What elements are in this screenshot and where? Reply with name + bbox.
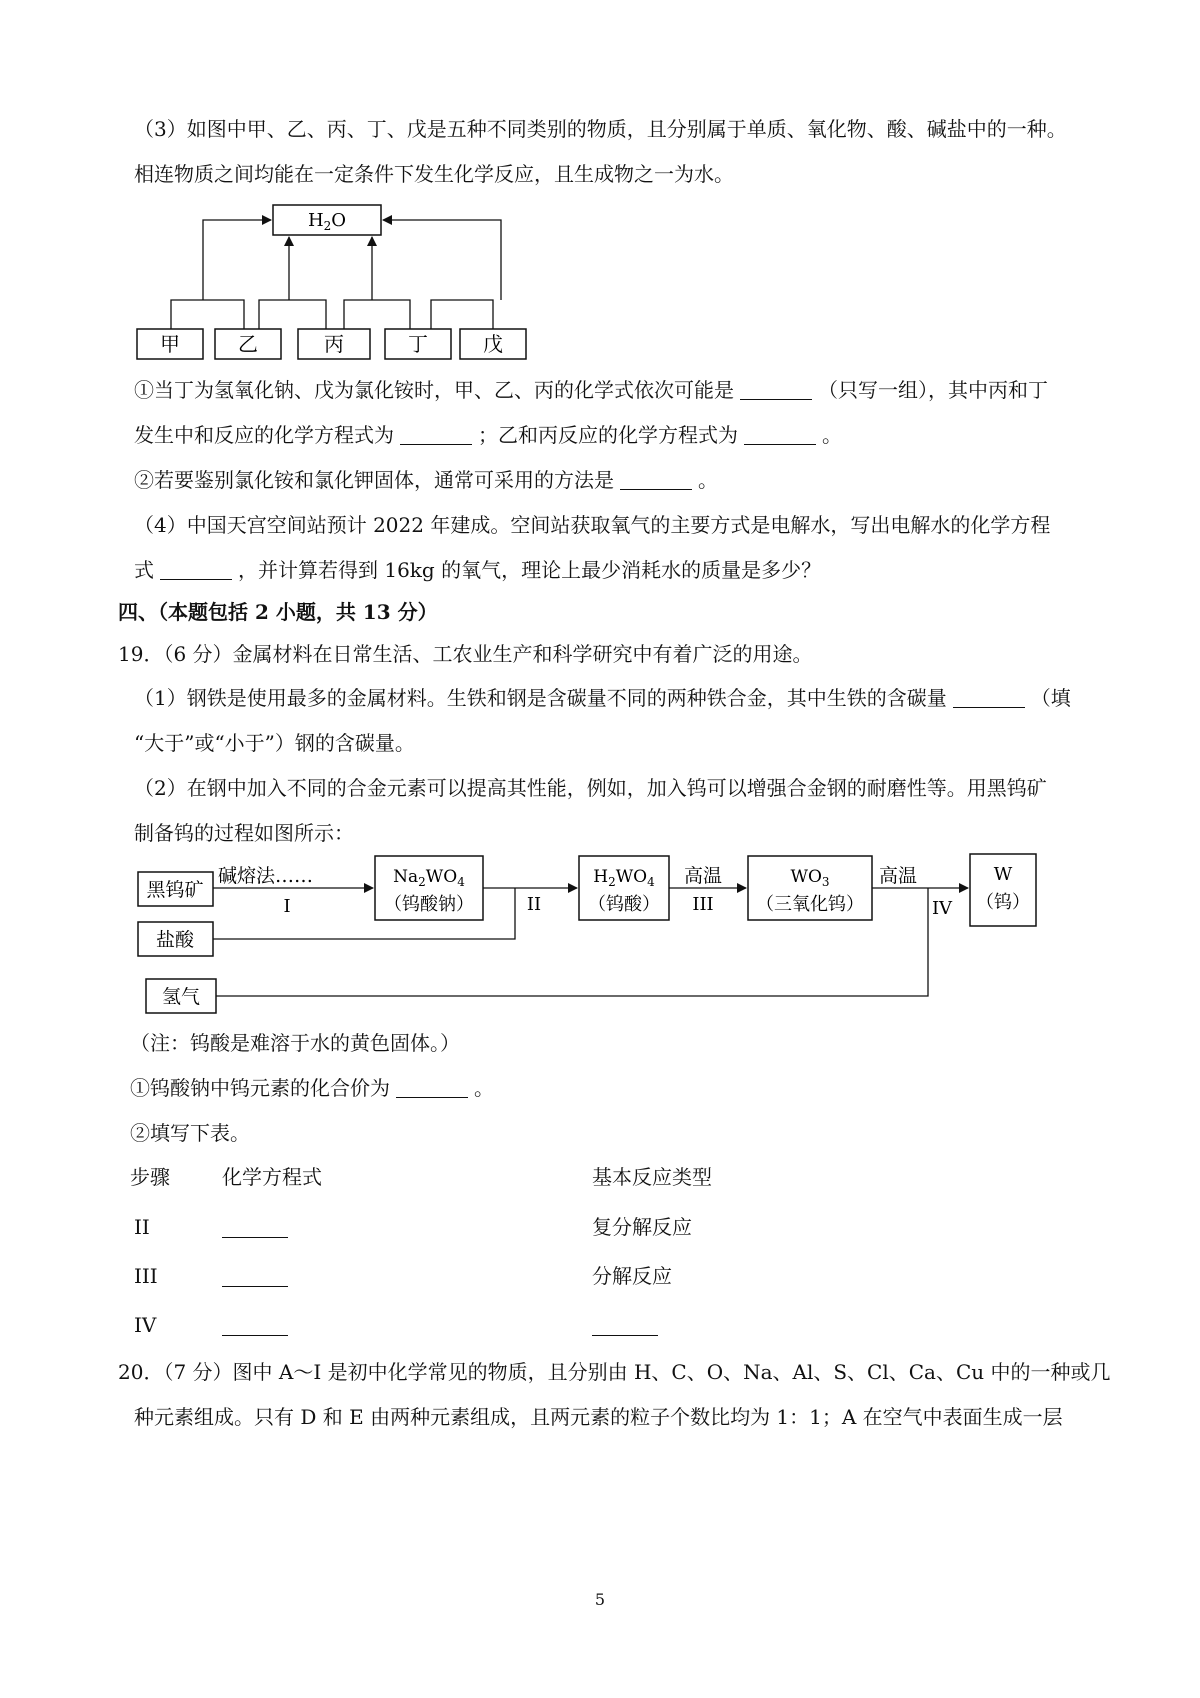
arrow-jia-yi xyxy=(203,220,271,300)
na2wo4-name: （钨酸钠） xyxy=(384,894,474,915)
q18-3-part1-line1: ①当丁为氢氧化钠、戊为氯化铵时，甲、乙、丙的化学式依次可能是 （只写一组），其中丙和丁 xyxy=(134,378,1048,402)
equation-blank[interactable] xyxy=(222,1217,288,1238)
answer-blank[interactable] xyxy=(744,424,816,445)
h2o-reaction-diagram xyxy=(130,195,550,365)
hcl-label: 盐酸 xyxy=(155,929,195,951)
q19-2-line2: 制备钨的过程如图所示： xyxy=(134,821,354,845)
tungsten-name: （钨） xyxy=(976,892,1030,913)
table-header-step: 步骤 xyxy=(130,1165,170,1189)
q18-3-intro-line1: （3）如图中甲、乙、丙、丁、戊是五种不同类别的物质，且分别属于单质、氧化物、酸、碱盐中的一种。 xyxy=(134,117,1067,141)
wo3-formula: $WO_3$ xyxy=(790,867,830,889)
q19-note: （注：钨酸是难溶于水的黄色固体。） xyxy=(130,1031,460,1055)
q20-line2: 种元素组成。只有 D 和 E 由两种元素组成，且两元素的粒子个数比均为 1：1；A 在空气中表面生成一层 xyxy=(134,1405,1063,1429)
box-wu-label: 戊 xyxy=(483,332,503,356)
q19-q1: ①钨酸钠中钨元素的化合价为 。 xyxy=(130,1076,494,1100)
table-row-step: II xyxy=(134,1215,150,1239)
box-bing-label: 丙 xyxy=(324,332,344,356)
table-row-type: 分解反应 xyxy=(592,1264,672,1288)
step2-label: II xyxy=(526,894,542,915)
q20-line1: 20．（7 分）图中 A～I 是初中化学常见的物质，且分别由 H、C、O、Na、Al、S、Cl、Ca、Cu 中的一种或几 xyxy=(118,1360,1111,1384)
step1-label: I xyxy=(283,896,291,917)
wo3-name: （三氧化钨） xyxy=(756,894,864,915)
q18-3-intro-line2: 相连物质之间均能在一定条件下发生化学反应，且生成物之一为水。 xyxy=(134,162,734,186)
q19-heading: 19．（6 分）金属材料在日常生活、工农业生产和科学研究中有着广泛的用途。 xyxy=(118,642,813,666)
q18-4-line1: （4）中国天宫空间站预计 2022 年建成。空间站获取氧气的主要方式是电解水，写出电解水的化学方程 xyxy=(134,513,1051,537)
h2wo4-name: （钨酸） xyxy=(588,894,660,915)
alkali-fusion-label: 碱熔法…… xyxy=(218,865,314,887)
wolframite-label: 黑钨矿 xyxy=(146,879,204,901)
table-header-equation: 化学方程式 xyxy=(222,1165,322,1189)
q19-2-line1: （2）在钢中加入不同的合金元素可以提高其性能，例如，加入钨可以增强合金钢的耐磨性等。用黑钨矿 xyxy=(134,776,1047,800)
na2wo4-formula: $Na_2WO_4$ xyxy=(393,867,465,889)
page-number: 5 xyxy=(594,1590,606,1609)
high-temp-label-1: 高温 xyxy=(683,865,723,887)
h2wo4-formula: $H_2WO_4$ xyxy=(593,867,655,889)
tungsten-process-diagram xyxy=(130,848,1050,1018)
equation-blank[interactable] xyxy=(222,1266,288,1287)
step3-label: III xyxy=(692,894,714,915)
box-yi-label: 乙 xyxy=(238,332,258,356)
table-row-step: III xyxy=(134,1264,158,1288)
answer-blank[interactable] xyxy=(740,379,812,400)
h2o-label: $H_2O$ xyxy=(307,210,347,233)
tungsten-symbol: W xyxy=(993,864,1013,885)
table-header-type: 基本反应类型 xyxy=(592,1165,712,1189)
high-temp-label-2: 高温 xyxy=(878,865,918,887)
box-ding-label: 丁 xyxy=(408,332,428,356)
q19-1-line2: “大于”或“小于”）钢的含碳量。 xyxy=(134,731,415,755)
box-jia-label: 甲 xyxy=(160,332,180,356)
step4-label: IV xyxy=(931,898,953,919)
answer-blank[interactable] xyxy=(620,469,692,490)
hydrogen-label: 氢气 xyxy=(161,986,201,1008)
answer-blank[interactable] xyxy=(396,1077,468,1098)
section-heading: 四、（本题包括 2 小题，共 13 分） xyxy=(118,600,438,624)
answer-blank[interactable] xyxy=(953,687,1025,708)
q18-3-part1-line2: 发生中和反应的化学方程式为 ；乙和丙反应的化学方程式为 。 xyxy=(134,423,842,447)
q18-3-part2: ②若要鉴别氯化铵和氯化钾固体，通常可采用的方法是 。 xyxy=(134,468,718,492)
q18-4-line2: 式 ，并计算若得到 16kg 的氧气，理论上最少消耗水的质量是多少？ xyxy=(134,558,822,582)
answer-blank[interactable] xyxy=(160,559,232,580)
table-row-step: IV xyxy=(134,1313,157,1337)
arrow-ding-wu xyxy=(383,220,501,300)
reaction-type-blank[interactable] xyxy=(592,1315,658,1336)
table-row-type: 复分解反应 xyxy=(592,1215,692,1239)
q19-1-line1: （1）钢铁是使用最多的金属材料。生铁和钢是含碳量不同的两种铁合金，其中生铁的含碳量 （填 xyxy=(134,686,1071,710)
q19-q2: ②填写下表。 xyxy=(130,1121,250,1145)
answer-blank[interactable] xyxy=(400,424,472,445)
equation-blank[interactable] xyxy=(222,1315,288,1336)
